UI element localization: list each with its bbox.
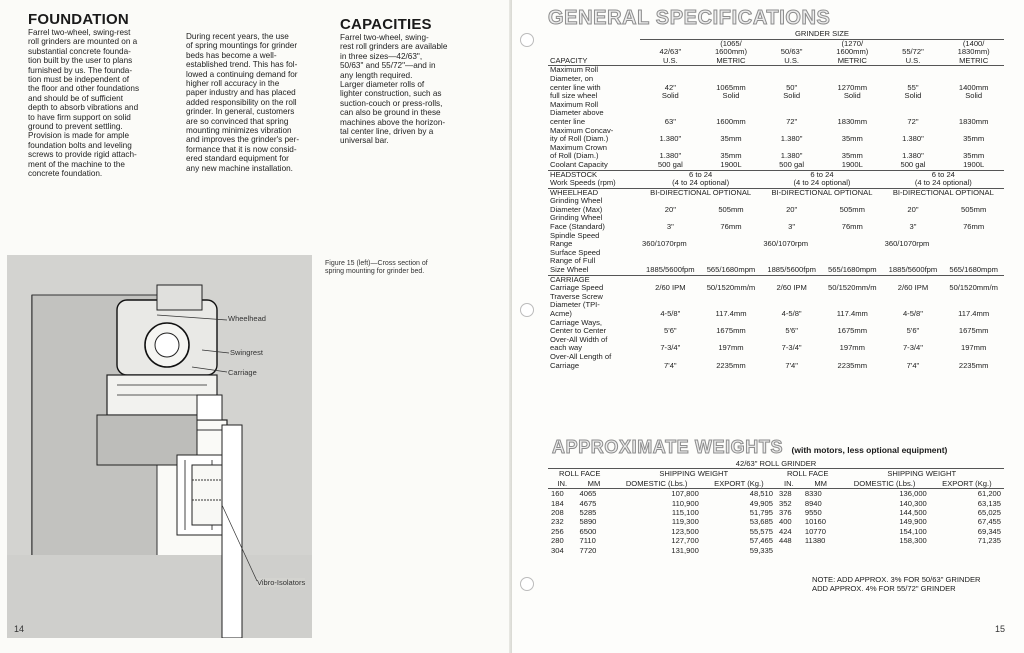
spec-value: 1.380" — [902, 134, 924, 144]
spec-value: 1.380" — [902, 151, 924, 161]
binder-hole — [520, 303, 534, 317]
spec-value: 72" — [786, 116, 798, 126]
capacity-row — [548, 161, 1004, 170]
shipping-weight-header: SHIPPING WEIGHT — [887, 469, 957, 479]
spec-value: 1400mm Solid — [958, 82, 989, 101]
spec-value: 1900L — [720, 159, 742, 169]
spec-value: 7'4" — [664, 360, 677, 370]
surface-speed-row — [548, 249, 1004, 275]
weights-model: 42/63" ROLL GRINDER — [548, 459, 1004, 469]
spec-value: 1900L — [841, 159, 863, 169]
spec-label: Maximum Crown of Roll (Diam.) — [550, 142, 607, 161]
weight-cell: 123,500 — [671, 526, 699, 536]
weight-cell: 448 — [778, 536, 792, 546]
spec-value: 35mm — [963, 134, 985, 144]
weight-cell: 136,000 — [899, 489, 927, 499]
right-page — [512, 0, 1024, 653]
metric-header: METRIC — [701, 57, 762, 66]
spec-value: 1065mm Solid — [716, 82, 746, 101]
spec-value: 565/1680mpm — [828, 265, 877, 275]
spec-value: 2235mm — [837, 360, 868, 370]
weight-cell: 7110 — [579, 536, 596, 546]
spec-value: 35mm — [720, 151, 742, 161]
roll-face-header: ROLL FACE — [558, 469, 601, 479]
weights-row — [548, 527, 1004, 536]
size-us: 42/63" — [659, 47, 682, 57]
capacity-row — [548, 101, 1004, 127]
carriage-row — [548, 319, 1004, 336]
spec-value: 1.380" — [659, 134, 682, 144]
spec-value: 50/1520mm/m — [828, 283, 877, 293]
spec-value: 505mm — [839, 204, 865, 214]
weight-cell: 61,200 — [977, 489, 1001, 499]
shipping-weight-header: SHIPPING WEIGHT — [659, 469, 729, 479]
spec-value: 7-3/4" — [660, 343, 681, 353]
capacity-label: CAPACITY — [548, 57, 640, 66]
weight-cell: 149,900 — [899, 517, 927, 527]
weights-header — [552, 437, 947, 458]
binder-hole — [520, 577, 534, 591]
spec-value: 4-5/8" — [781, 309, 802, 318]
capacity-row — [548, 127, 1004, 144]
carriage-section-label: CARRIAGE — [548, 275, 640, 284]
spec-value: 117.4mm — [958, 309, 990, 318]
weight-cell: 376 — [778, 508, 792, 518]
spec-value: 2/60 IPM — [655, 283, 686, 293]
spec-value: 7'4" — [785, 360, 798, 370]
spec-value: 72" — [907, 116, 919, 126]
spec-value: 5'6" — [664, 326, 677, 336]
spec-value: 5'6" — [906, 326, 920, 336]
spec-value: 197mm — [960, 343, 987, 353]
spec-value: 35mm — [963, 151, 985, 161]
spec-value: 7-3/4" — [902, 343, 923, 353]
spec-value: 35mm — [720, 134, 742, 144]
size-metric: (1400/ 1830mm) — [957, 38, 990, 57]
spec-value: 1.380" — [780, 151, 803, 161]
spec-label: Maximum Roll Diameter above center line — [550, 99, 604, 126]
weight-cell: 158,300 — [899, 536, 927, 546]
wheelhead-row — [548, 214, 1004, 231]
weights-row — [548, 517, 1004, 526]
weight-cell: 304 — [551, 545, 564, 555]
work-speed-value: 6 to 24 (4 to 24 optional) — [640, 170, 761, 188]
spec-value: 76mm — [720, 222, 742, 232]
spec-value: 2235mm — [716, 360, 746, 370]
spec-value: 1830mm — [958, 116, 989, 126]
weight-cell: 119,300 — [671, 517, 699, 527]
spec-value: 500 gal — [657, 159, 683, 169]
export-header: EXPORT (Kg.) — [930, 479, 1004, 489]
us-header: U.S. — [883, 57, 944, 66]
export-header: EXPORT (Kg.) — [702, 479, 776, 489]
carriage-row — [548, 353, 1004, 370]
spec-value: 1675mm — [716, 326, 746, 336]
spec-value: 505mm — [718, 204, 744, 214]
weights-row — [548, 489, 1004, 499]
specifications-table — [548, 30, 1004, 370]
spec-value: 1600mm — [716, 116, 746, 126]
spec-value: 1270mm Solid — [837, 82, 868, 101]
wheelhead-row — [548, 197, 1004, 214]
spec-value: 7'4" — [906, 360, 920, 370]
spindle-speed-value: 360/1070rpm — [642, 239, 687, 249]
weight-cell: 424 — [778, 526, 792, 536]
spec-value: 20" — [786, 204, 798, 214]
size-us: 55/72" — [902, 47, 924, 57]
spec-value: 5'6" — [785, 326, 798, 336]
weight-cell: 328 — [778, 489, 792, 499]
general-specifications-title: GENERAL SPECIFICATIONS — [548, 7, 831, 29]
carriage-row — [548, 293, 1004, 319]
empty-cell — [930, 546, 1004, 555]
roll-face-header: ROLL FACE — [786, 469, 829, 479]
spec-value: 1885/5600fpm — [767, 265, 816, 275]
carriage-row — [548, 284, 1004, 293]
weight-cell: 57,465 — [749, 536, 773, 546]
empty-cell — [802, 546, 840, 555]
weights-row — [548, 536, 1004, 545]
weights-row — [548, 499, 1004, 508]
size-metric: (1270/ 1600mm) — [836, 38, 869, 57]
weight-cell: 4065 — [579, 489, 597, 499]
spring-mounting-text: During recent years, the use of spring mountings for grinder beds has become a well- established trend. This has fol- lowed a continuing demand for higher roll accuracy in the paper industry and has placed added responsibility on the roll grinder. In general, customers are so convinced that spring mounting minimizes vibration and improves the grinder's per- formance that it is now consid- ered standard equipment for any new machine installation. — [186, 32, 300, 173]
weight-cell: 59,335 — [749, 545, 773, 555]
spec-value: 1885/5600fpm — [646, 265, 695, 275]
spec-label: Maximum Roll Diameter, on center line with full size wheel — [550, 65, 601, 101]
weight-cell: 55,575 — [749, 526, 773, 536]
mm-header: MM — [577, 479, 612, 489]
weights-row — [548, 508, 1004, 517]
mm-header: MM — [802, 479, 840, 489]
spec-value: 3" — [788, 222, 796, 232]
spec-value: 50/1520mm/m — [706, 283, 756, 293]
spec-value: 76mm — [841, 222, 863, 232]
empty-cell — [839, 546, 929, 555]
spec-value: 1830mm — [837, 116, 868, 126]
spec-value: 1900L — [963, 159, 985, 169]
weight-cell: 10770 — [804, 526, 826, 536]
weight-cell: 49,905 — [749, 498, 773, 508]
carriage-row — [548, 336, 1004, 353]
weight-cell: 400 — [778, 517, 792, 527]
spec-value: 3" — [909, 222, 917, 232]
weight-cell: 11380 — [804, 536, 826, 546]
in-header: IN. — [548, 479, 577, 489]
spec-value: 1.380" — [659, 151, 682, 161]
spec-value: 1.380" — [780, 134, 803, 144]
capacity-row — [548, 144, 1004, 161]
weight-cell: 256 — [551, 526, 564, 536]
spec-label: Grinding Wheel Face (Standard) — [550, 213, 605, 232]
spec-value: 35mm — [841, 151, 863, 161]
spec-value: 35mm — [841, 134, 863, 144]
weights-note: NOTE: ADD APPROX. 3% FOR 50/63" GRINDER ADD APPROX. 4% FOR 55/72" GRINDER — [812, 575, 981, 594]
weight-cell: 71,235 — [977, 536, 1001, 546]
bidirectional-value: BI-DIRECTIONAL OPTIONAL — [883, 188, 1004, 197]
spec-value: 3" — [666, 222, 674, 232]
page-number-left: 14 — [14, 624, 25, 634]
binder-hole — [520, 33, 534, 47]
weight-cell: 7720 — [579, 545, 597, 555]
spec-value: 2235mm — [958, 360, 989, 370]
metric-header: METRIC — [822, 57, 883, 66]
spec-value: 1675mm — [837, 326, 868, 336]
capacities-text: Farrel two-wheel, swing- rest roll grinders are available in three sizes—42/63", 50/63" and 55/72"—and in any length required. Larger diameter rolls of lighter construction, such as suction-couch or press-rolls, can also be ground in these machines above the horizon- tal center line, driven by a universal bar. — [340, 33, 448, 146]
weight-cell: 9550 — [804, 508, 822, 518]
spec-value: 20" — [907, 204, 919, 214]
figure-caption: Figure 15 (left)—Cross section of spring mounting for grinder bed. — [325, 260, 428, 275]
spec-label: Carriage Speed — [550, 283, 604, 293]
weight-cell: 107,800 — [671, 489, 699, 499]
spec-value: 197mm — [839, 343, 865, 353]
spec-value: 7-3/4" — [781, 343, 802, 353]
domestic-header: DOMESTIC (Lbs.) — [839, 479, 929, 489]
capacities-heading: CAPACITIES — [340, 16, 432, 33]
weights-subtitle: (with motors, less optional equipment) — [791, 445, 948, 455]
weight-cell: 127,700 — [671, 536, 699, 546]
bidirectional-value: BI-DIRECTIONAL OPTIONAL — [640, 188, 761, 197]
spec-value: 1885/5600fpm — [888, 265, 938, 275]
spec-value: 500 gal — [779, 159, 805, 169]
spec-label: Traverse Screw Diameter (TPI- Acme) — [550, 291, 603, 318]
size-label-spacer — [548, 39, 640, 57]
weight-cell: 8940 — [804, 498, 822, 508]
weight-cell: 140,300 — [899, 498, 927, 508]
spec-value: 4-5/8" — [660, 309, 681, 318]
spec-value: 500 gal — [900, 159, 926, 169]
weight-cell: 280 — [551, 536, 564, 546]
in-header: IN. — [776, 479, 802, 489]
weight-cell: 69,345 — [977, 526, 1001, 536]
foundation-text: Farrel two-wheel, swing-rest roll grinders are mounted on a substantial concrete founda- tion built by the user to plans furnished by us. The founda- tion must be independent of the floor and other foundations and should be of sufficient depth to absorb vibrations and to have firm support on solid ground to prevent settling. Provision is made for ample foundation bolts and leveling screws to provide rigid attach- ment of the machine to the concrete foundation. — [28, 28, 140, 179]
page-number-right: 15 — [995, 624, 1006, 634]
weight-cell: 5285 — [579, 508, 597, 518]
spec-value: 1675mm — [958, 326, 989, 336]
weight-cell: 6500 — [579, 526, 597, 536]
spec-value: 565/1680mpm — [949, 265, 998, 275]
weight-cell: 53,685 — [749, 517, 773, 527]
weight-cell: 67,455 — [977, 517, 1001, 527]
spec-label: Over-All Length of Carriage — [550, 351, 612, 370]
weights-row — [548, 546, 1004, 555]
bidirectional-value: BI-DIRECTIONAL OPTIONAL — [761, 188, 882, 197]
spec-value: 76mm — [963, 222, 985, 232]
weights-table — [548, 459, 1004, 555]
weight-cell: 5890 — [579, 517, 597, 527]
weight-cell: 10160 — [804, 517, 826, 527]
weight-cell: 63,135 — [977, 498, 1001, 508]
spec-label: Grinding Wheel Diameter (Max) — [550, 196, 603, 214]
spec-value: 565/1680mpm — [706, 265, 756, 275]
spec-label: Coolant Capacity — [550, 159, 608, 169]
weight-cell: 352 — [778, 498, 792, 508]
spec-value: 505mm — [960, 204, 987, 214]
spec-label: Surface Speed Range of Full Size Wheel — [550, 247, 601, 275]
weight-cell: 184 — [551, 498, 564, 508]
weight-cell: 232 — [551, 517, 564, 527]
domestic-header: DOMESTIC (Lbs.) — [611, 479, 701, 489]
work-speed-value: 6 to 24 (4 to 24 optional) — [883, 170, 1004, 188]
grinder-size-header: GRINDER SIZE — [640, 30, 1004, 39]
spindle-speed-value: 360/1070rpm — [763, 239, 809, 249]
spec-value: 117.4mm — [836, 309, 868, 318]
wheelhead-label: Wheelhead — [228, 314, 266, 323]
spec-value: 197mm — [718, 343, 744, 353]
weight-cell: 48,510 — [749, 489, 773, 499]
weight-cell: 115,100 — [671, 508, 699, 518]
weight-cell: 8330 — [804, 489, 822, 499]
weight-cell: 144,500 — [899, 508, 927, 518]
swingrest-label: Swingrest — [230, 348, 263, 357]
carriage-label: Carriage — [228, 368, 257, 377]
weight-cell: 110,900 — [671, 498, 699, 508]
spec-label: Over-All Width of each way — [550, 334, 608, 353]
spec-value: 2/60 IPM — [897, 283, 929, 293]
spec-value: 50/1520mm/m — [949, 283, 998, 293]
foundation-heading: FOUNDATION — [28, 11, 129, 28]
weight-cell: 208 — [551, 508, 564, 518]
spindle-speed-label: Spindle Speed Range — [550, 230, 600, 249]
spec-value: 4-5/8" — [902, 309, 923, 318]
spindle-speed-value: 360/1070rpm — [884, 239, 930, 249]
cross-section-figure — [7, 255, 312, 638]
us-header: U.S. — [640, 57, 701, 66]
empty-cell — [776, 546, 802, 555]
spec-value: 42" Solid — [661, 82, 679, 101]
spec-value: 50" Solid — [783, 82, 801, 101]
approximate-weights-title: APPROXIMATE WEIGHTS — [552, 437, 784, 457]
spec-value: 20" — [664, 204, 676, 214]
size-metric: (1065/ 1600mm) — [714, 38, 748, 57]
vibro-isolators-label: Vibro-Isolators — [257, 578, 306, 587]
size-us: 50/63" — [780, 47, 803, 57]
headstock-label: HEADSTOCK Work Speeds (rpm) — [548, 170, 640, 188]
spec-label: Maximum Concav- ity of Roll (Diam.) — [550, 125, 614, 144]
spec-value: 117.4mm — [715, 309, 747, 318]
weight-cell: 131,900 — [671, 545, 699, 555]
weight-cell: 4675 — [579, 498, 597, 508]
work-speed-value: 6 to 24 (4 to 24 optional) — [761, 170, 882, 188]
us-header: U.S. — [761, 57, 822, 66]
spec-value: 55" Solid — [904, 82, 922, 101]
spec-value: 2/60 IPM — [776, 283, 807, 293]
spec-value: 63" — [664, 116, 676, 126]
wheelhead-label: WHEELHEAD — [548, 188, 640, 197]
weight-cell: 160 — [551, 489, 564, 499]
spec-label: Carriage Ways, Center to Center — [550, 317, 607, 336]
capacity-row — [548, 66, 1004, 101]
weight-cell: 154,100 — [899, 526, 927, 536]
weight-cell: 65,025 — [977, 508, 1001, 518]
weight-cell: 51,795 — [749, 508, 773, 518]
metric-header: METRIC — [943, 57, 1004, 66]
